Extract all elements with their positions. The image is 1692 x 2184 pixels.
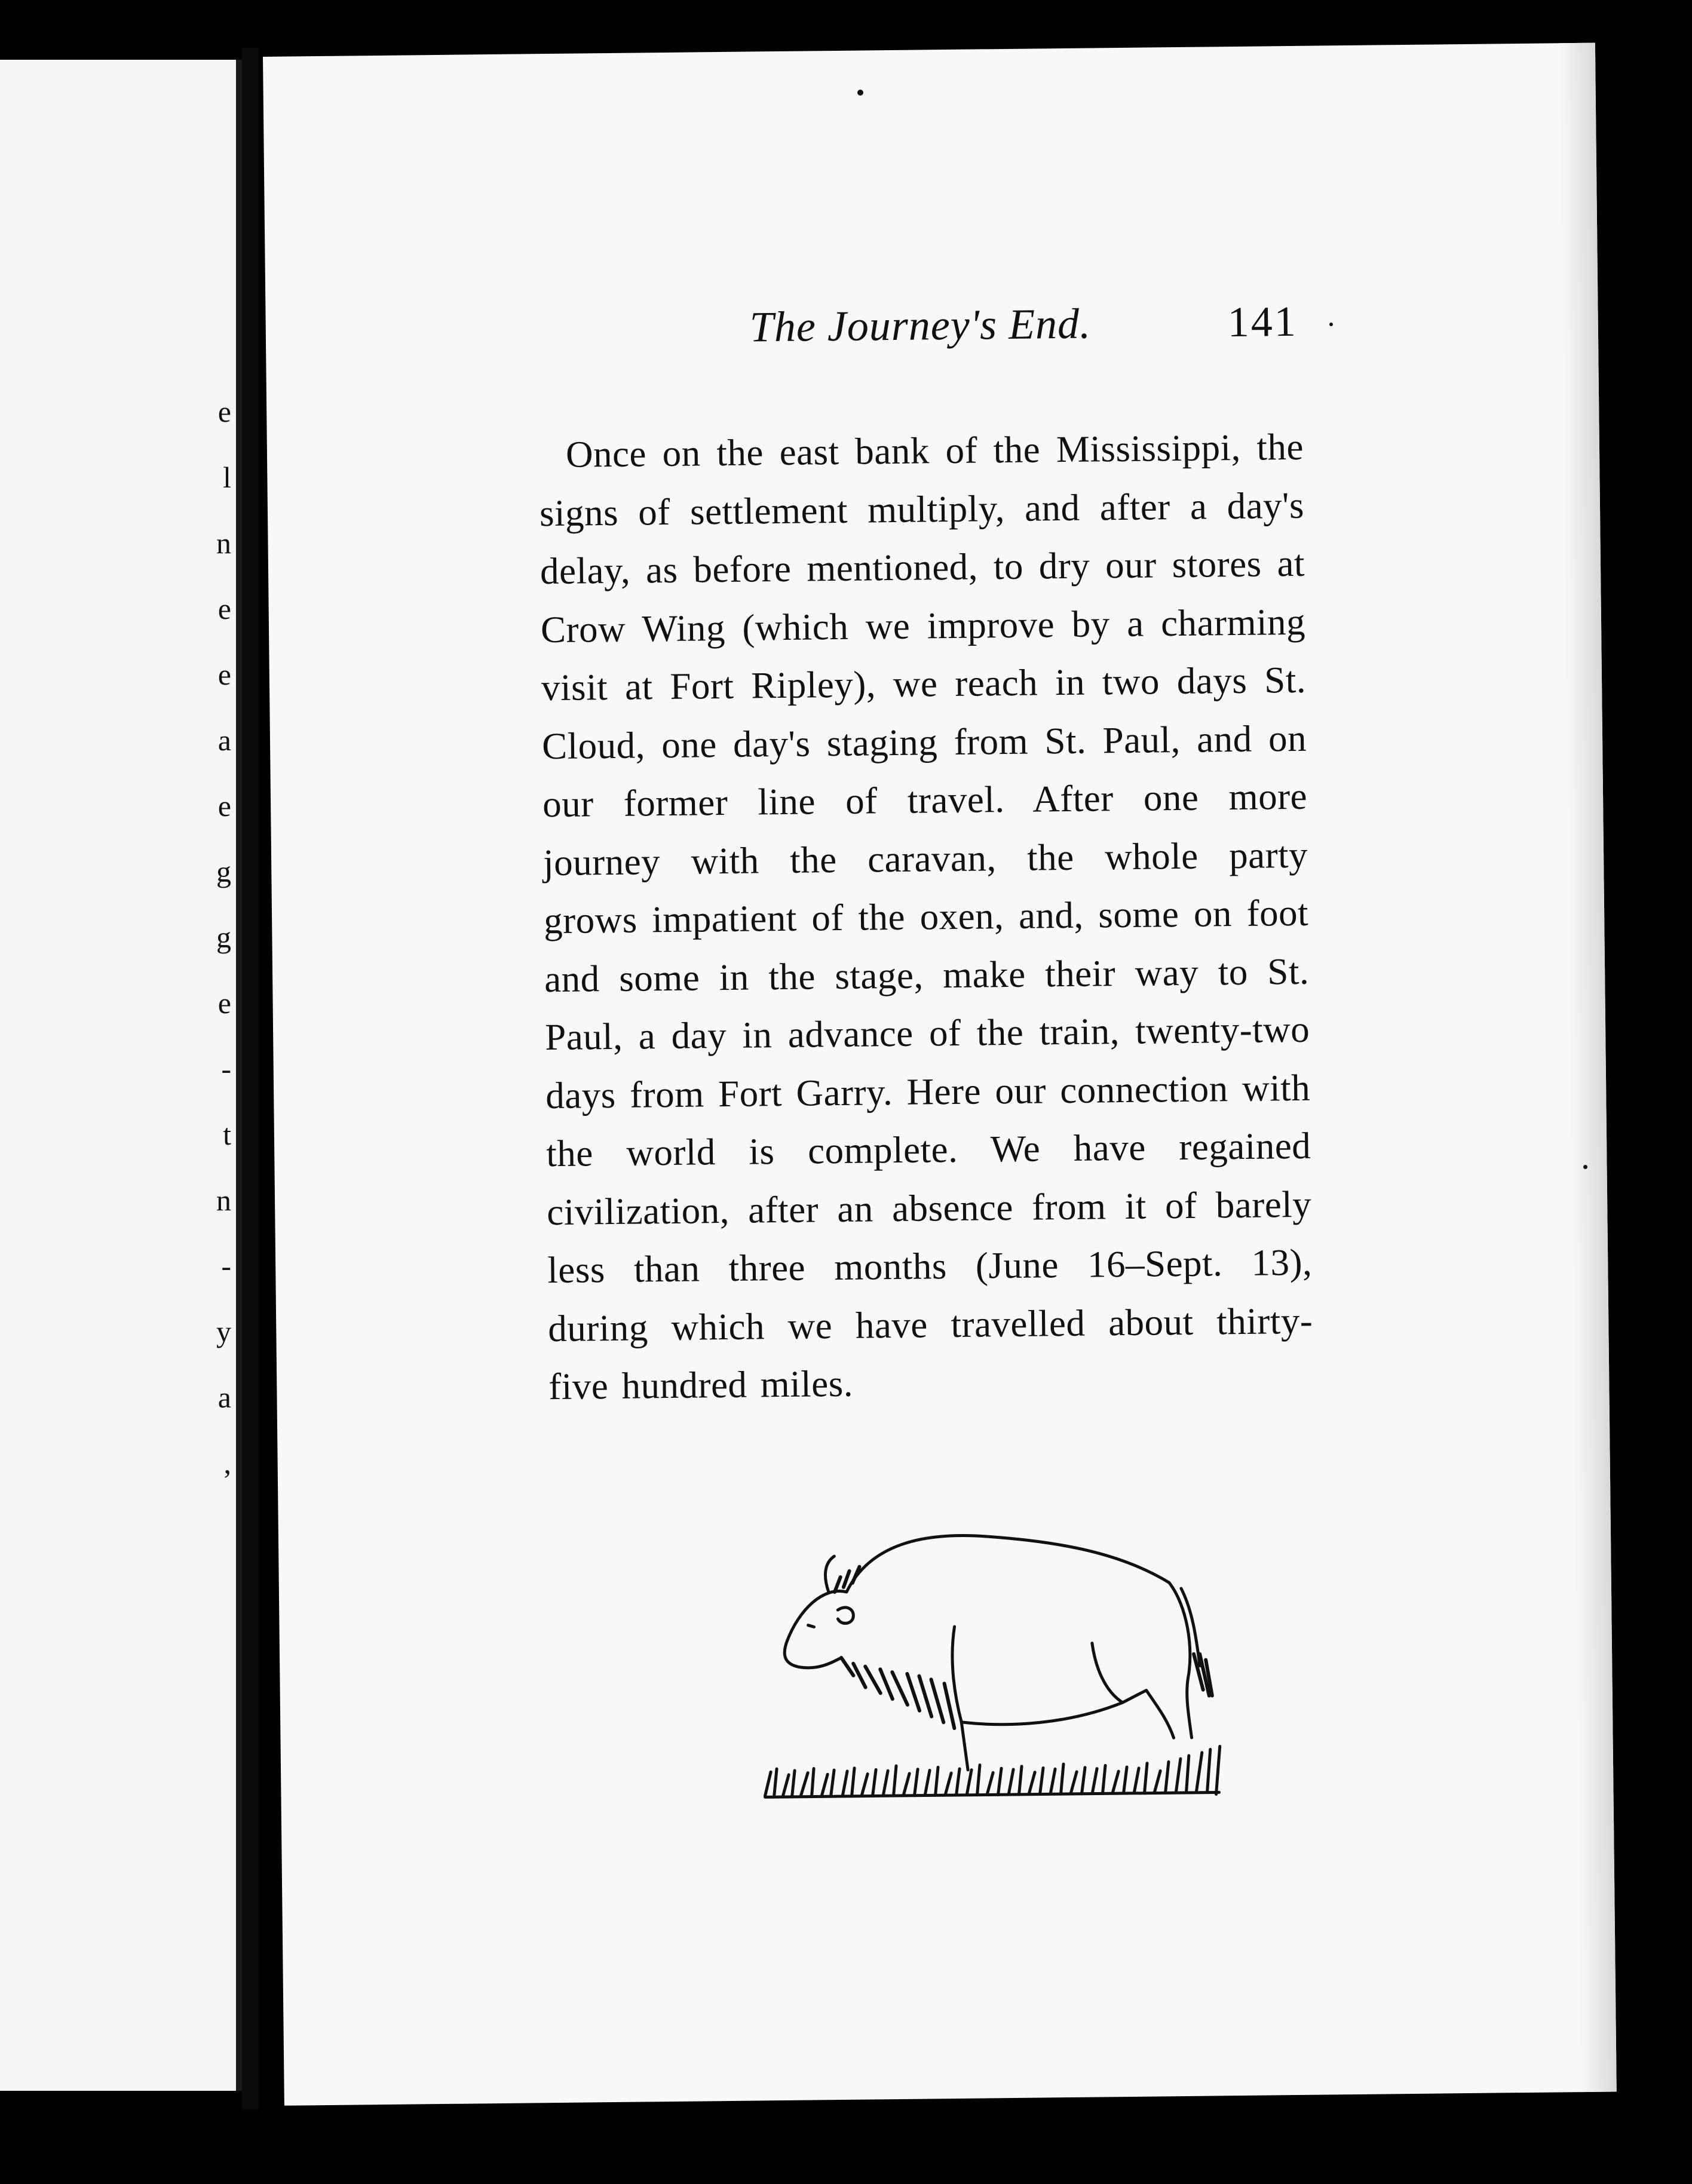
page-edge-shadow [1559, 43, 1617, 2092]
facing-page-edge-letter: a [217, 1381, 231, 1414]
bison-illustration [727, 1516, 1244, 1844]
facing-page-edge-letter: e [217, 986, 231, 1020]
running-title: The Journey's End. [749, 299, 1092, 351]
facing-page-edge-letter: y [216, 1315, 231, 1348]
scan-speck [1583, 1165, 1587, 1169]
facing-page-edge-letter: e [217, 395, 231, 428]
facing-page-edge-letters [207, 394, 231, 1511]
facing-page-edge-letter: - [221, 1249, 231, 1283]
facing-page [0, 60, 243, 2091]
running-head [749, 296, 1347, 352]
facing-page-edge-letter: g [216, 855, 231, 888]
facing-page-edge-letter: e [217, 789, 231, 823]
facing-page-edge-letter: n [216, 526, 231, 560]
book-page [263, 43, 1617, 2106]
scan-speck [1329, 323, 1333, 326]
facing-page-edge-letter: a [217, 723, 231, 757]
facing-page-edge-letter: - [221, 1052, 231, 1085]
facing-page-edge-letter: g [216, 921, 231, 954]
facing-page-edge-letter: e [217, 658, 231, 691]
book-gutter [242, 48, 259, 2109]
facing-page-edge-letter: , [223, 1446, 231, 1480]
scan-speck [857, 90, 863, 96]
page-number: 141 [1227, 297, 1298, 346]
facing-page-edge-letter: n [216, 1183, 231, 1217]
facing-page-edge-letter: t [223, 1118, 231, 1151]
body-paragraph: Once on the east bank of the Mississippi, the signs of settlement multiply, and after a day's delay, as before mentioned, to dry our stores at Crow Wing (which we improve by a charming visit at Fort Ripley), we reach in two days St. Cloud, one day's staging from St. Paul, and on our former line of travel. After one more journey with the caravan, the whole party grows impatient of the oxen, and, some on foot and some in the stage, make their way to St. Paul, a day in advance of the train, twenty-two days from Fort Garry. Here our connection with the world is complete. We have regained civilization, after an absence from it of barely less than three months (June 16–Sept. 13), during which we have travelled about thirty-five hundred miles. [539, 425, 1313, 1408]
facing-page-edge-letter: l [223, 461, 231, 494]
facing-page-edge-letter: e [217, 592, 231, 625]
